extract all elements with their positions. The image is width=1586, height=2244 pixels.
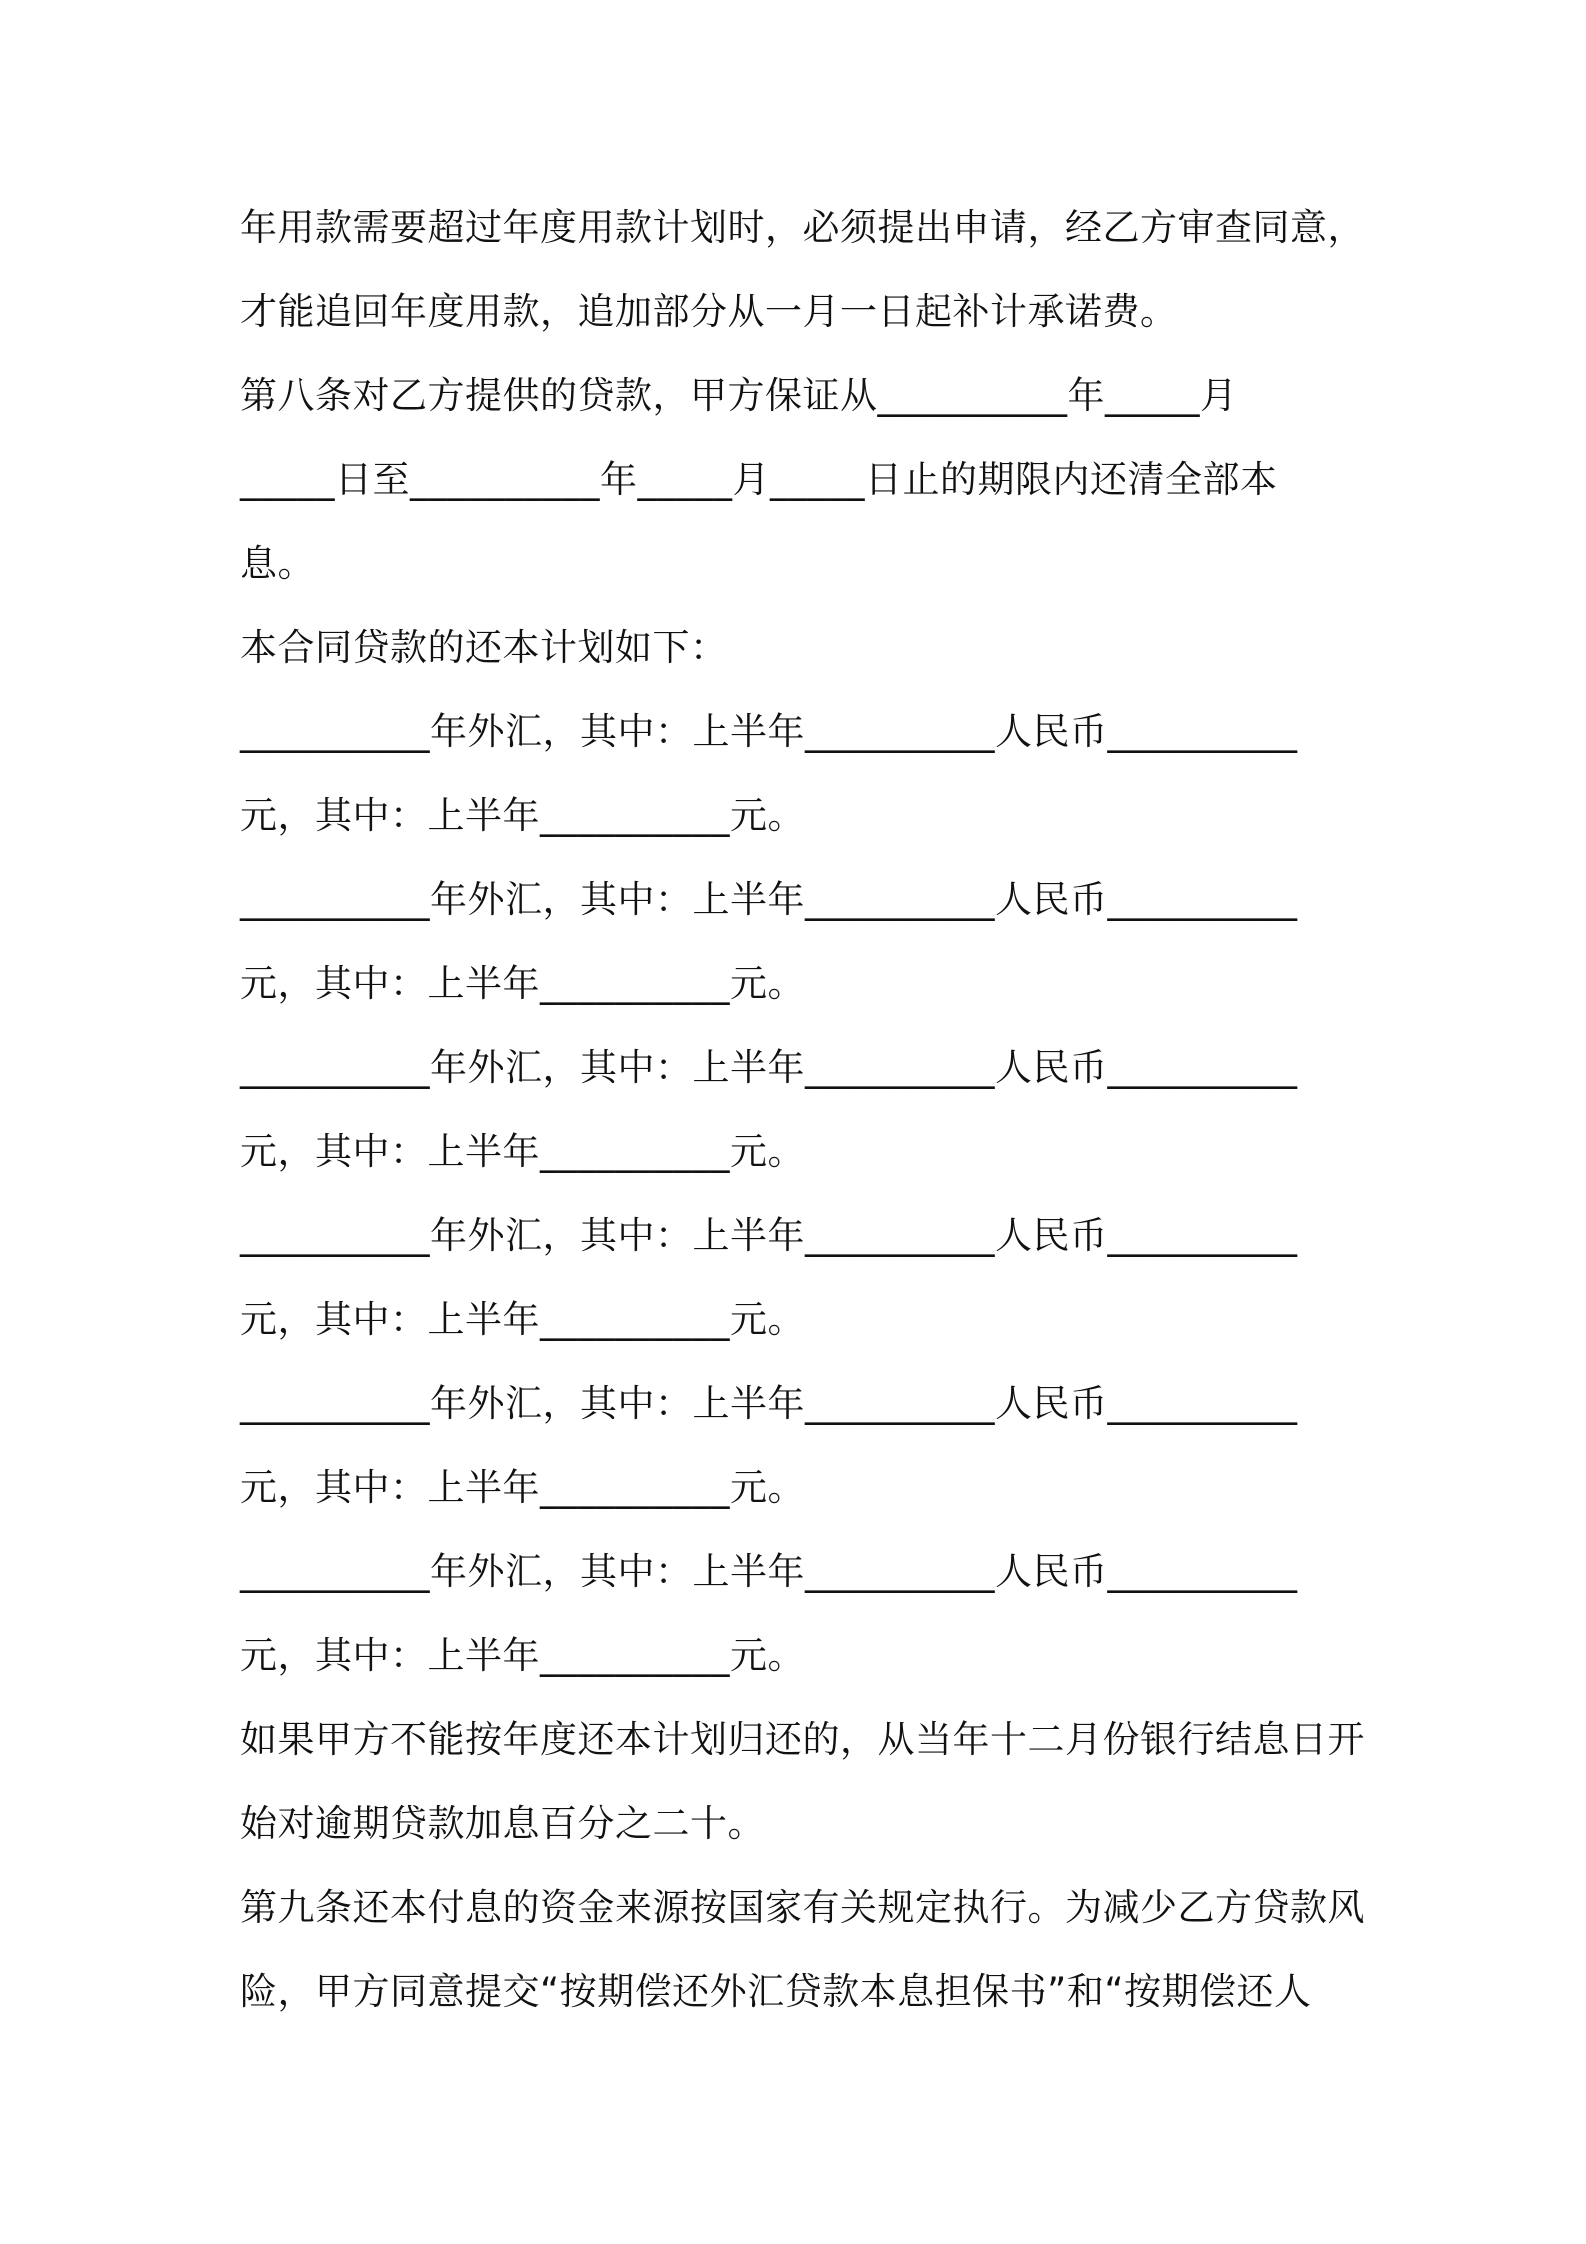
text-line: __________年外汇，其中：上半年__________人民币__________ xyxy=(240,1550,1298,1593)
text-line: __________年外汇，其中：上半年__________人民币__________ xyxy=(240,710,1298,753)
text-line: 元，其中：上半年__________元。 xyxy=(240,1466,805,1509)
text-line: __________年外汇，其中：上半年__________人民币__________ xyxy=(240,1214,1298,1257)
text-line: __________年外汇，其中：上半年__________人民币__________ xyxy=(240,1046,1298,1089)
text-line: 元，其中：上半年__________元。 xyxy=(240,1298,805,1341)
text-line: 险，甲方同意提交“按期偿还外汇贷款本息担保书”和“按期偿还人 xyxy=(240,1970,1312,2013)
document-body xyxy=(240,198,1370,2046)
text-line: 息。 xyxy=(240,542,315,585)
text-line: 如果甲方不能按年度还本计划归还的，从当年十二月份银行结息日开 xyxy=(240,1718,1365,1761)
text-line: 才能追回年度用款，追加部分从一月一日起补计承诺费。 xyxy=(240,290,1178,333)
text-line: _____日至__________年_____月_____日止的期限内还清全部本 xyxy=(240,458,1278,501)
text-line: 年用款需要超过年度用款计划时，必须提出申请，经乙方审查同意， xyxy=(240,206,1365,249)
text-line: 本合同贷款的还本计划如下： xyxy=(240,626,728,669)
text-line: 元，其中：上半年__________元。 xyxy=(240,1634,805,1677)
text-line: 第九条还本付息的资金来源按国家有关规定执行。为减少乙方贷款风 xyxy=(240,1886,1365,1929)
text-line: 元，其中：上半年__________元。 xyxy=(240,1130,805,1173)
text-line: __________年外汇，其中：上半年__________人民币__________ xyxy=(240,878,1298,921)
text-line: 元，其中：上半年__________元。 xyxy=(240,794,805,837)
text-line: 元，其中：上半年__________元。 xyxy=(240,962,805,1005)
text-line: 始对逾期贷款加息百分之二十。 xyxy=(240,1802,765,1845)
text-line: __________年外汇，其中：上半年__________人民币__________ xyxy=(240,1382,1298,1425)
text-line: 第八条对乙方提供的贷款，甲方保证从__________年_____月 xyxy=(240,374,1238,417)
